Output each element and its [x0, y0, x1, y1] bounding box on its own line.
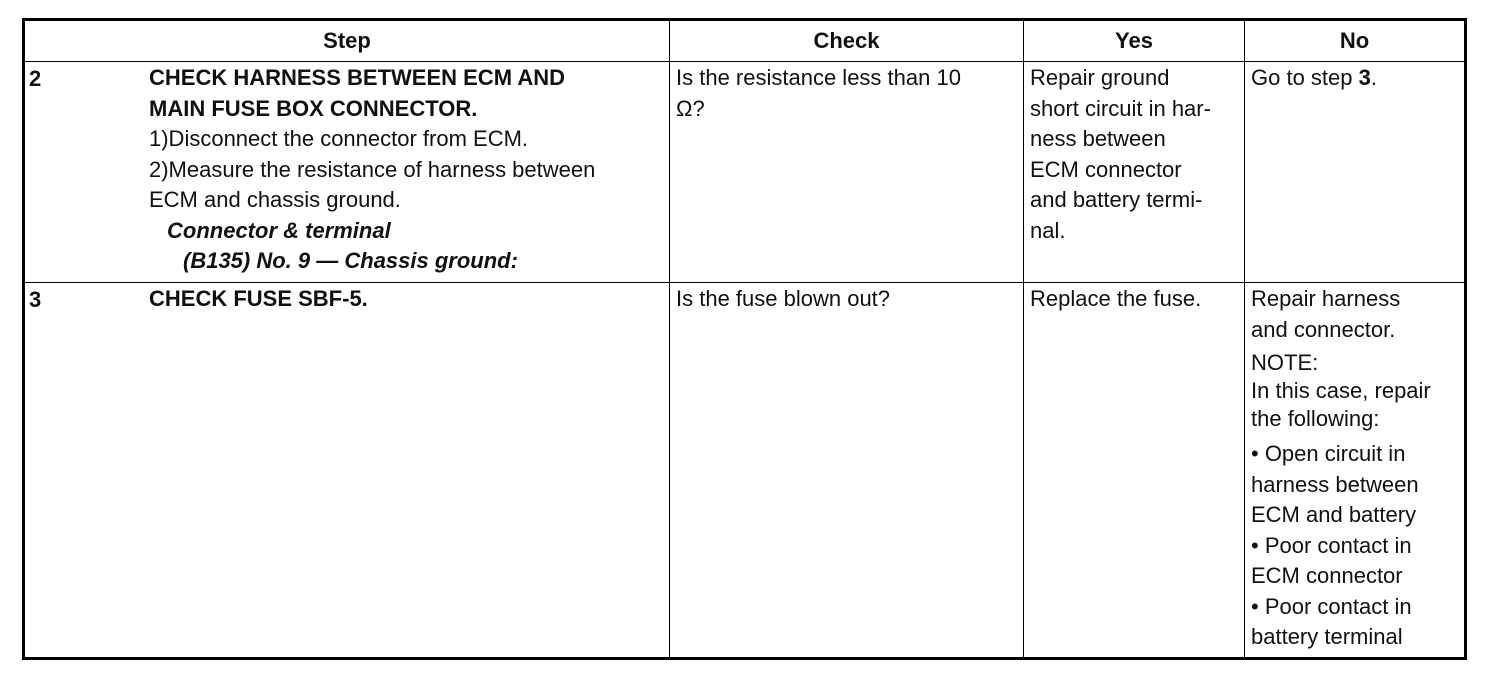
bullet-text: battery terminal: [1251, 624, 1403, 649]
header-no: No: [1245, 20, 1466, 62]
yes-cell: [1024, 62, 1245, 283]
step-cell: [24, 283, 670, 659]
step-number: 2: [29, 66, 42, 91]
bullet-item: [1251, 439, 1460, 531]
no-text: Repair harness: [1251, 286, 1401, 311]
instruction: 2)Measure the resistance of harness between: [149, 156, 596, 182]
yes-line: nal.: [1030, 217, 1066, 243]
instruction-cont: ECM and chassis ground.: [149, 187, 401, 212]
bullet-item: [1251, 592, 1460, 653]
header-yes: Yes: [1024, 20, 1245, 62]
table-row: [24, 283, 1466, 659]
check-text: Is the fuse blown out?: [676, 286, 891, 311]
no-text: Go to step: [1251, 65, 1359, 90]
table-row: [24, 62, 1466, 283]
yes-line: and battery termi-: [1030, 187, 1203, 212]
bullet-text: • Open circuit in: [1251, 441, 1406, 466]
step-title-cont: MAIN FUSE BOX CONNECTOR.: [149, 95, 478, 121]
yes-line: short circuit in har-: [1030, 95, 1211, 121]
diagnostic-table: [22, 18, 1467, 660]
yes-text: Replace the fuse.: [1030, 286, 1202, 311]
check-text: Is the resistance less than 10: [676, 65, 961, 90]
bullet-text: harness between: [1251, 471, 1419, 497]
note-text-cont: the following:: [1251, 406, 1380, 431]
note-label: NOTE:: [1251, 350, 1319, 375]
yes-line: ECM connector: [1030, 156, 1182, 182]
yes-line: ness between: [1030, 126, 1166, 151]
check-cell: [670, 62, 1024, 283]
bullet-text: • Poor contact in: [1251, 532, 1412, 558]
step-title: CHECK FUSE SBF-5.: [149, 286, 368, 311]
bullet-text: ECM and battery: [1251, 502, 1417, 527]
bullet-item: [1251, 531, 1460, 592]
no-cell: [1245, 62, 1466, 283]
step-cell: [24, 62, 670, 283]
no-text-suffix: .: [1370, 65, 1377, 90]
connector-terminal: (B135) No. 9 — Chassis ground:: [183, 248, 518, 273]
connector-heading: Connector & terminal: [167, 217, 391, 243]
no-text-cont: and connector.: [1251, 316, 1396, 342]
header-step: Step: [24, 20, 670, 62]
header-check: Check: [670, 20, 1024, 62]
bullet-text: • Poor contact in: [1251, 593, 1412, 619]
no-cell: [1245, 283, 1466, 659]
step-title: CHECK HARNESS BETWEEN ECM AND: [149, 65, 565, 90]
check-cell: [670, 283, 1024, 659]
yes-line: Repair ground: [1030, 65, 1170, 90]
check-text-cont: Ω?: [676, 95, 705, 121]
bullet-text: ECM connector: [1251, 563, 1403, 588]
step-reference: 3: [1358, 65, 1371, 90]
header-row: [24, 20, 1466, 62]
step-number: 3: [29, 287, 42, 312]
note-text: In this case, repair: [1251, 378, 1431, 403]
instruction: 1)Disconnect the connector from ECM.: [149, 126, 529, 151]
yes-cell: [1024, 283, 1245, 659]
